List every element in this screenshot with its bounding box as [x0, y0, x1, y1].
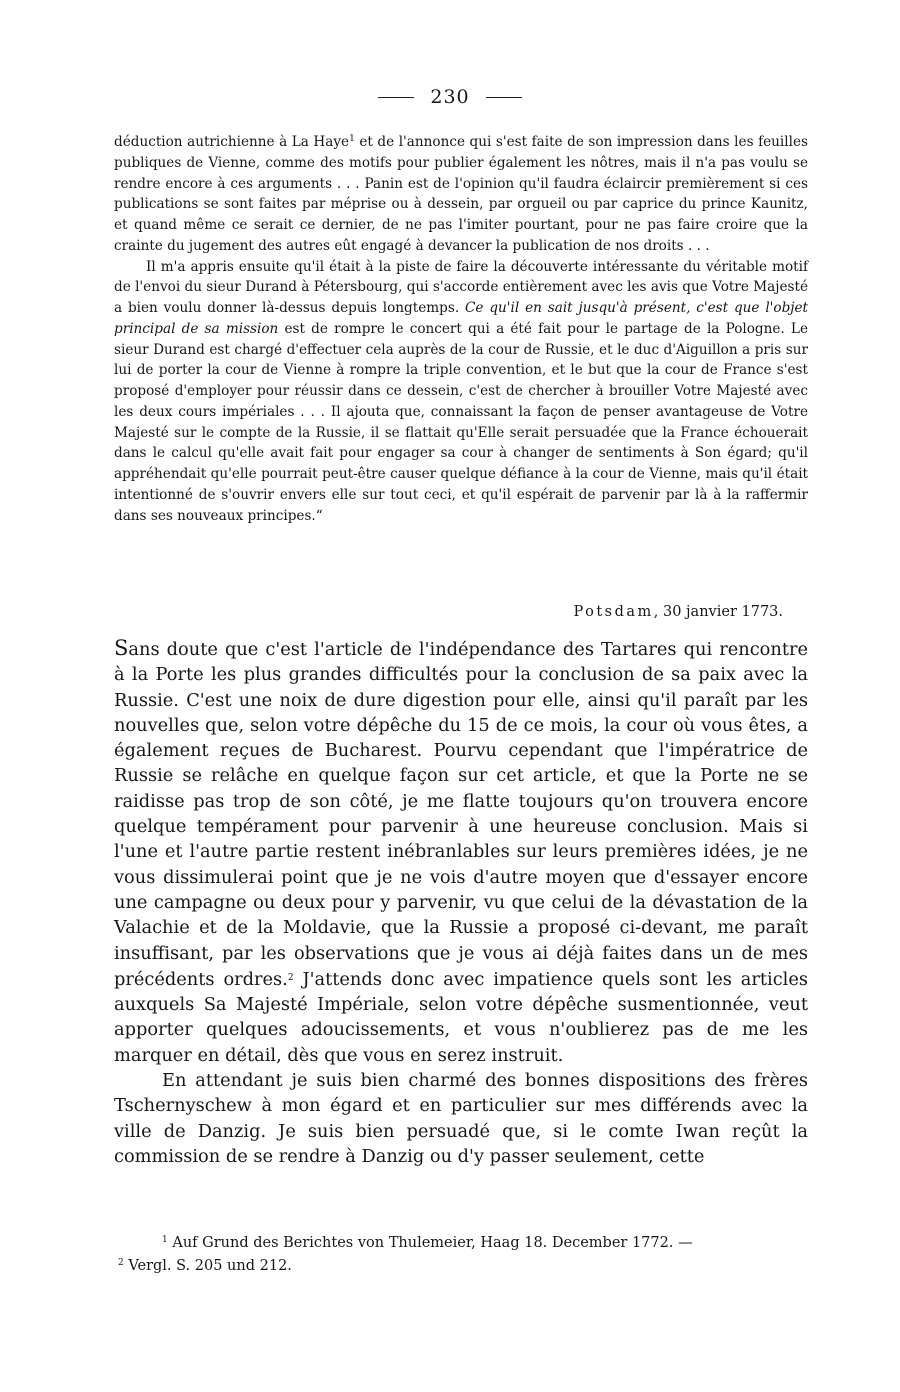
- footnote-ref: 2: [287, 972, 294, 983]
- quote-paragraph-2: [114, 257, 808, 527]
- footnote-2: [114, 1253, 808, 1276]
- quoted-report: [114, 129, 808, 526]
- footnotes: [114, 1230, 808, 1276]
- letter-body: [114, 636, 808, 1169]
- quote-text: est de rompre le concert qui a été fait pour le partage de la Pologne. Le sieur Durand est chargé d'effectuer cela auprès de la cour de Russie, et le duc d'Aiguillon a pris sur lui de porter la cour de Vienne à rompre la triple convention, et le but que la cour de France s'est proposé d'employer pour réussir dans ce dessein, c'est de chercher à brouiller Votre Majesté avec les deux cours impériales . . . Il ajouta que, connaissant la façon de penser avantageuse de Votre Majesté sur le compte de la Russie, il se flattait qu'Elle serait persuadée que la France échouerait dans le calcul qu'elle avait fait pour engager sa cour à changer de sentiments à Son égard; qu'il appréhendait qu'elle pourrait peut-être causer quelque défiance à la cour de Vienne, mais qu'il était intentionné de s'ouvrir envers elle sur tout ceci, et qu'il espérait de parvenir par là à la raffermir dans ses nouveaux principes.“: [114, 320, 808, 524]
- footnote-ref: 1: [349, 134, 355, 144]
- footnote-marker: 1: [162, 1235, 168, 1245]
- footnote-text: Auf Grund des Berichtes von Thulemeier, Haag 18. December 1772. —: [172, 1235, 693, 1251]
- page-header: [0, 86, 900, 108]
- quote-text: Il m'a appris ensuite qu'il était à la piste de faire la découverte intéressante du véritable motif de l'envoi du sieur Durand à Pétersbourg, qui s'accorde entièrement avec les avis que Votre Majesté a bien voulu donner là-dessus depuis longtemps.: [114, 258, 808, 316]
- initial-letter: S: [114, 636, 129, 660]
- footnote-text: Vergl. S. 205 und 212.: [128, 1258, 292, 1274]
- dateline-place: Potsdam: [573, 604, 654, 620]
- dateline: [114, 604, 783, 620]
- quote-italic-text: Ce qu'il en sait jusqu'à présent, c'est que l'objet principal de sa mission: [114, 300, 809, 337]
- body-paragraph-2: En attendant je suis bien charmé des bonnes dispositions des frères Tschernyschew à mon égard et en particulier sur mes différends avec la ville de Danzig. Je suis bien persuadé que, si le comte Iwan reçût la commission de se rendre à Danzig ou d'y passer seulement, cette: [114, 1070, 808, 1167]
- page-number: 230: [430, 86, 470, 108]
- header-rule-right: [486, 97, 522, 98]
- body-text: J'attends donc avec impatience quels sont les articles auxquels Sa Majesté Impériale, selon votre dépêche susmentionnée, veut apporter quelques adoucissements, et vous n'oublierez pas de me les marquer en détail, dès que vous en serez instruit.: [114, 968, 808, 1066]
- header-rule-left: [378, 97, 414, 98]
- body-text: ans doute que c'est l'article de l'indépendance des Tartares qui rencontre à la Porte les plus grandes difficultés pour la conclusion de sa paix avec la Russie. C'est une noix de dure digestion pour elle, ainsi qu'il paraît par les nouvelles que, selon votre dépêche du 15 de ce mois, la cour où vous êtes, a également reçues de Bucharest. Pourvu cependant que l'impératrice de Russie se relâche en quelque façon sur cet article, et que la Porte ne se raidisse pas trop de son côté, je me flatte toujours qu'on trouvera encore quelque tempérament pour parvenir à une heureuse conclusion. Mais si l'une et l'autre partie restent inébranlables sur leurs premières idées, je ne vous dissimulerai point que je ne vois d'autre moyen que d'essayer encore une campagne ou deux pour y parvenir, vu que celui de la dévastation de la Valachie et de la Moldavie, que la Russie a proposé ci-devant, me paraît insuffisant, par les observations que je vous ai déjà faites dans un de mes précédents ordres.: [114, 639, 808, 990]
- quote-text: et de l'annonce qui s'est faite de son impression dans les feuilles publiques de Vienne, comme des motifs pour publier également les nôtres, mais il n'a pas voulu se rendre encore à ces arguments . . . Panin est de l'opinion qu'il faudra éclaircir premièrement si ces publications se sont faites par méprise ou à dessein, par orgueil ou par caprice du prince Kaunitz, et quand même ce serait ce dernier, de ne pas l'imiter pourtant, pour ne pas faire croire que la crainte du jugement des autres eût engagé à devancer la publication de nos droits . . .: [114, 134, 808, 254]
- quote-text: déduction autrichienne à La Haye: [114, 134, 350, 150]
- footnote-marker: 2: [118, 1258, 124, 1268]
- dateline-date: , 30 janvier 1773.: [653, 604, 783, 620]
- body-paragraph-1: [114, 636, 808, 1068]
- footnote-1: [114, 1230, 808, 1253]
- quote-paragraph-1: [114, 129, 808, 257]
